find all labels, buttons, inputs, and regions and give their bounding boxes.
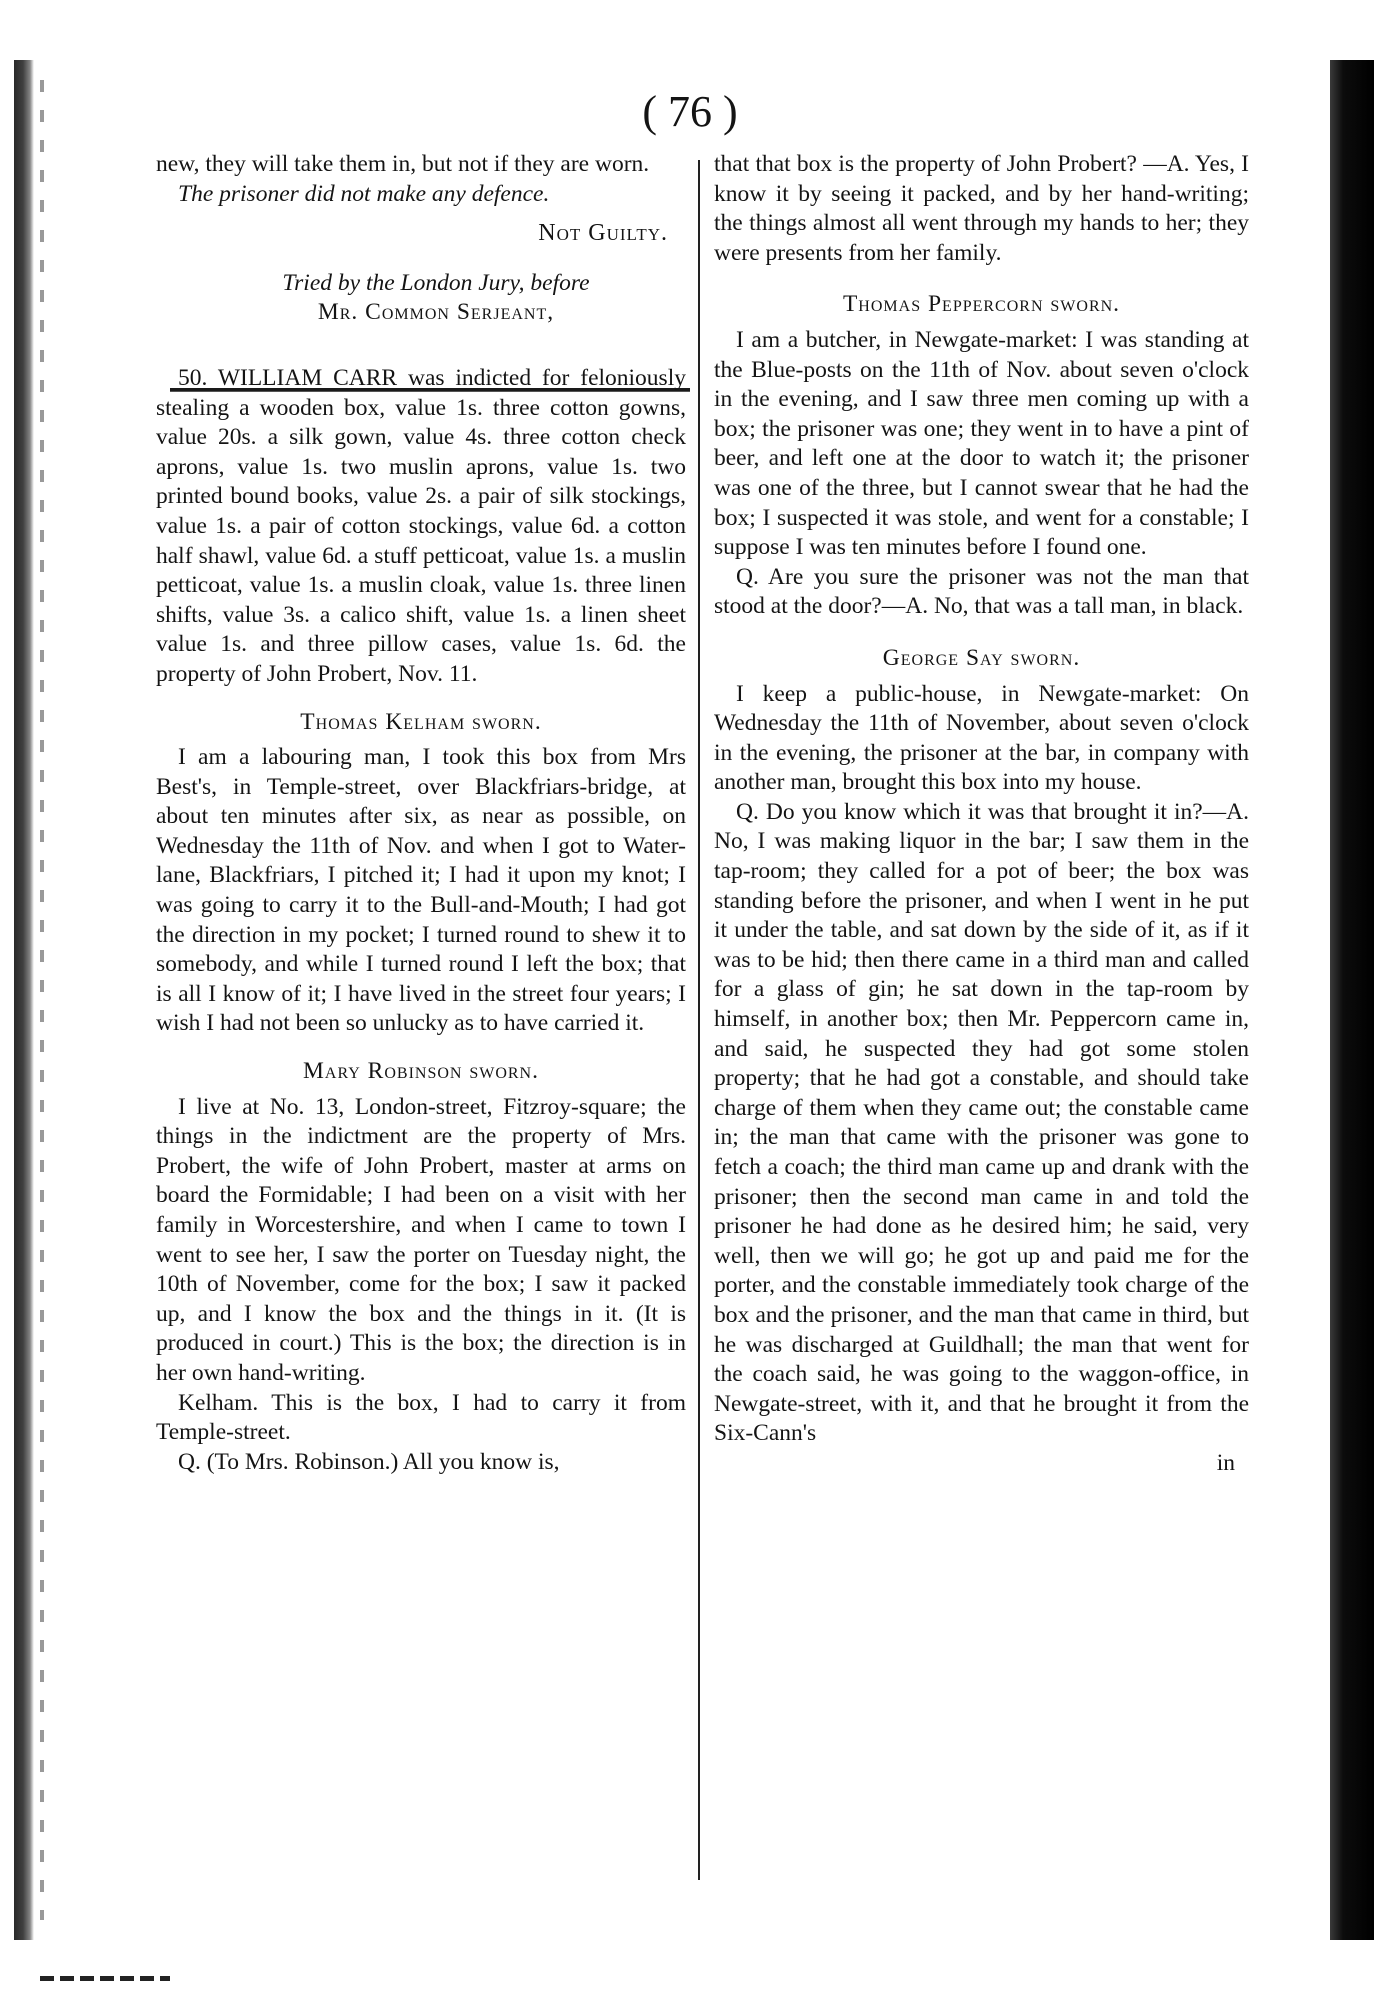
question-say: Q. Do you know which it was that brought it in?—A. No, I was making liquor in the bar; I saw them in the tap-room; they called for a pot of beer; the box was standing before the prisoner, and when I went in he put it under the table, and sat down by the side of it, as if it was to be hid; then there came in a third man and called for a glass of gin; he sat down in the tap-room by himself, in another box; then Mr. Peppercorn came in, and said, he suspected they had got some stolen property; that he had got a constable, and should take charge of them when they came out; the constable came in; the man that came with the prisoner was gone to fetch a coach; the third man came up and drank with the prisoner; then the second man came in and told the prisoner he had done as he desired him; he said, very well, then we will go; he got up and paid me for the porter, and the constable immediately took charge of the box and the prisoner, and the man that came in third, but he was discharged at Guildhall; the man that went for the coach said, he was going to the waggon-office, in Newgate-street, with it, and that he brought it from the Six-Cann's	[714, 798, 1249, 1447]
column-divider	[698, 160, 700, 1880]
scan-edge-left-marks	[40, 80, 44, 1920]
testimony-peppercorn: I am a butcher, in Newgate-market: I was standing at the Blue-posts on the 11th of Nov. about seven o'clock in the evening, and I saw three men coming up with a box; the prisoner was one; they went in to have a pint of beer, and left one at the door to watch it; the prisoner was one of the three, but I cannot swear that he had the box; I suspected it was stole, and went for a constable; I suppose I was ten minutes before I found one.	[714, 326, 1249, 561]
witness-heading-say: George Say sworn.	[882, 644, 1081, 671]
witness-heading-peppercorn: Thomas Peppercorn sworn.	[842, 291, 1121, 318]
scan-edge-right	[1330, 60, 1374, 1940]
catchword: in	[1216, 1449, 1235, 1476]
scan-edge-left	[14, 60, 34, 1940]
indictment-paragraph: 50. WILLIAM CARR was indicted for feloniously stealing a wooden box, value 1s. three cotton gowns, value 20s. a silk gown, value 4s. three cotton check aprons, value 1s. two muslin aprons, value 1s. two printed bound books, value 2s. a pair of silk stockings, value 1s. a pair of cotton stockings, value 6d. a cotton half shawl, value 6d. a stuff petticoat, value 1s. a muslin petticoat, value 1s. a muslin cloak, value 1s. three linen shifts, value 3s. a calico shift, value 1s. a linen sheet value 1s. and three pillow cases, value 1s. 6d. the property of John Probert, Nov. 11.	[156, 364, 686, 687]
tried-before-line1: Tried by the London Jury, before	[282, 269, 590, 296]
testimony-say: I keep a public-house, in Newgate-market: On Wednesday the 11th of November, about seven o'clock in the evening, the prisoner at the bar, in company with another man, brought this box into my house.	[714, 680, 1249, 796]
witness-heading-robinson: Mary Robinson sworn.	[303, 1058, 539, 1085]
tried-before-line2: Mr. Common Serjeant,	[317, 299, 555, 326]
page-number: ( 76 )	[642, 87, 738, 136]
scan-foot-marks	[40, 1976, 170, 1981]
continued-paragraph: new, they will take them in, but not if they are worn.	[156, 151, 650, 177]
no-defence-note: The prisoner did not make any defence.	[178, 180, 550, 207]
testimony-robinson: I live at No. 13, London-street, Fitzroy-square; the things in the indictment are the property of Mrs. Probert, the wife of John Probert, master at arms on board the Formidable; I had been on a visit with her family in Worcestershire, and when I came to town I went to see her, I saw the porter on Tuesday night, the 10th of November, come for the box; I saw it packed up, and I know the box and the things in it. (It is produced in court.) This is the box; the direction is in her own hand-writing.	[156, 1093, 686, 1386]
right-column	[714, 150, 1249, 1479]
question-to-robinson: Q. (To Mrs. Robinson.) All you know is,	[178, 1448, 560, 1475]
continued-answer: that that box is the property of John Probert? —A. Yes, I know it by seeing it packed, and by her hand-writing; the things almost all went through my hands to her; they were presents from her family.	[714, 151, 1249, 266]
kelham-reply: Kelham. This is the box, I had to carry it from Temple-street.	[156, 1389, 686, 1446]
witness-heading-kelham: Thomas Kelham sworn.	[300, 708, 542, 735]
testimony-kelham: I am a labouring man, I took this box from Mrs Best's, in Temple-street, over Blackfriars-bridge, at about ten minutes after six, as near as possible, on Wednesday the 11th of Nov. and when I got to Water-lane, Blackfriars, I pitched it; I had it upon my knot; I was going to carry it to the Bull-and-Mouth; I had got the direction in my pocket; I turned round to shew it to somebody, and while I turned round I left the box; that is all I know of it; I have lived in the street four years; I wish I had not been so unlucky as to have carried it.	[156, 744, 686, 1037]
question-peppercorn: Q. Are you sure the prisoner was not the man that stood at the door?—A. No, that was a tall man, in black.	[714, 563, 1249, 620]
verdict: Not Guilty.	[538, 220, 668, 247]
left-column	[156, 150, 686, 1477]
